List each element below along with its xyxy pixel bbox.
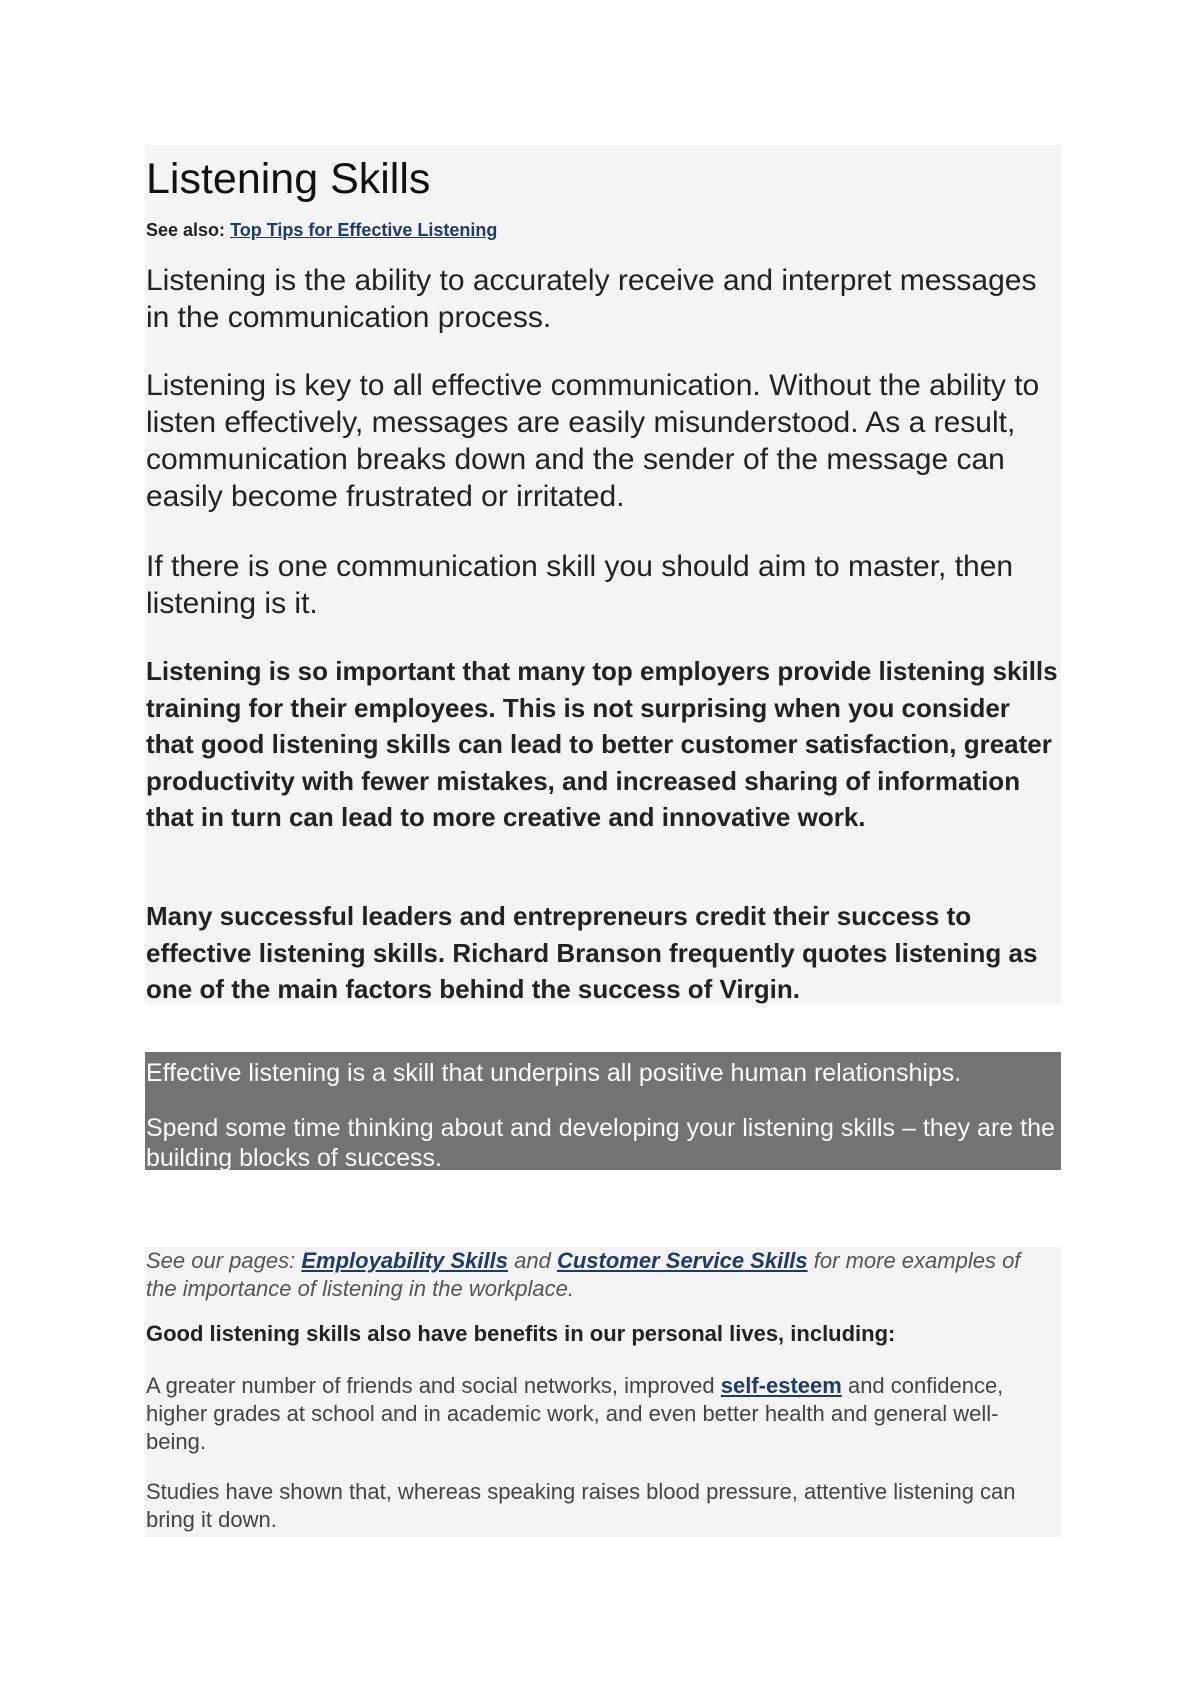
employability-skills-link[interactable]: Employability Skills [301, 1248, 508, 1273]
studies-paragraph: Studies have shown that, whereas speaking raises blood pressure, attentive listening can bring it down. [146, 1479, 1016, 1532]
self-esteem-link[interactable]: self-esteem [720, 1373, 842, 1398]
main-section [145, 145, 1061, 1003]
benefits-heading: Good listening skills also have benefits in our personal lives, including: [146, 1321, 896, 1346]
paragraph-key: Listening is key to all effective communication. Without the ability to listen effectively, messages are easily misunderstood. As a result, communication breaks down and the sender of the message can easily become frustrated or irritated. [146, 369, 1040, 513]
pages-prefix: See our pages: [146, 1248, 296, 1273]
paragraph-master: If there is one communication skill you should aim to master, then listening is it. [146, 550, 1014, 620]
and-word: and [514, 1248, 551, 1273]
paragraph-employers: Listening is so important that many top employers provide listening skills training for their employees. This is not surprising when you consider that good listening skills can lead to better customer satisfaction, greater productivity with fewer mistakes, and increased sharing of information that in turn can lead to more creative and innovative work. [146, 656, 1058, 832]
customer-service-skills-link[interactable]: Customer Service Skills [556, 1248, 808, 1273]
paragraph-leaders: Many successful leaders and entrepreneurs credit their success to effective listening skills. Richard Branson frequently quotes listening as one of the main factors behind the success of Virgin. [146, 901, 1038, 1004]
highlight-box [145, 1052, 1061, 1170]
more-section [145, 1247, 1061, 1537]
see-also-label: See also: [146, 220, 226, 240]
benefits-paragraph [146, 1372, 1046, 1456]
page-title: Listening Skills [146, 155, 431, 203]
highlight-success: Spend some time thinking about and developing your listening skills – they are the building blocks of success. [146, 1114, 1055, 1172]
benefits-prefix: A greater number of friends and social networks, improved [146, 1373, 715, 1398]
paragraph-definition: Listening is the ability to accurately receive and interpret messages in the communication process. [146, 264, 1037, 334]
see-also [146, 220, 497, 241]
pages-suffix: for more examples of the importance of listening in the workplace. [146, 1248, 1021, 1301]
benefits-suffix: and confidence, higher grades at school and in academic work, and even better health and general well-being. [146, 1373, 1004, 1454]
highlight-relationships: Effective listening is a skill that underpins all positive human relationships. [146, 1059, 962, 1087]
top-tips-link[interactable]: Top Tips for Effective Listening [230, 220, 498, 240]
see-our-pages [146, 1247, 1046, 1303]
